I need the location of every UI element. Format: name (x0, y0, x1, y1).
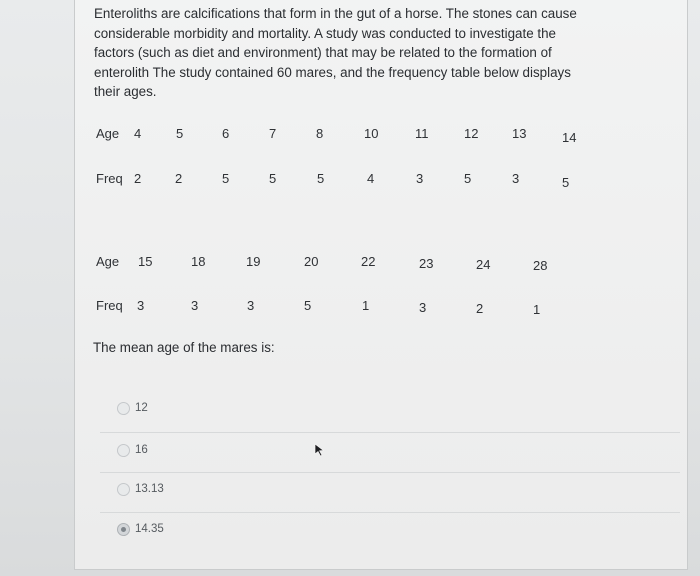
radio-button[interactable] (117, 483, 130, 496)
table1-age-cell: 8 (316, 126, 324, 141)
answer-option-13-13[interactable] (117, 479, 164, 499)
option-divider (100, 472, 680, 473)
table2-freq-cell: 1 (533, 302, 541, 317)
table2-age-cell: 20 (304, 254, 319, 269)
table1-freq-cell: 5 (222, 171, 230, 186)
table2-freq-row (0, 298, 700, 316)
table1-freq-cell: 3 (512, 171, 520, 186)
answer-option-12[interactable] (117, 398, 148, 418)
table2-freq-cell: 3 (137, 298, 145, 313)
table1-age-cell: 7 (269, 126, 277, 141)
table1-age-cell: 5 (176, 126, 184, 141)
table2-age-cell: 15 (138, 254, 153, 269)
table2-freq-cell: 2 (476, 301, 484, 316)
table1-freq-cell: 5 (464, 171, 472, 186)
option-label: 12 (135, 402, 148, 414)
table1-age-cell: 12 (464, 126, 479, 141)
table2-freq-label: Freq (96, 298, 123, 313)
table1-freq-cell: 2 (134, 171, 142, 186)
table2-age-cell: 28 (533, 258, 548, 273)
table1-age-cell: 6 (222, 126, 230, 141)
radio-button[interactable] (117, 444, 130, 457)
table2-age-cell: 23 (419, 256, 434, 271)
table2-freq-cell: 5 (304, 298, 312, 313)
option-label: 16 (135, 444, 148, 456)
table2-age-label: Age (96, 254, 120, 269)
question-text: Enteroliths are calcifications that form in the gut of a horse. The stones can cause considerable morbidity and mortality. A study was conducted to investigate the factors (such as diet and environment) that may be related to the formation of enterolith The study contained 60 mares, and the frequency table below displays their ages. (94, 6, 577, 99)
table1-freq-cell: 2 (175, 171, 183, 186)
table1-age-cell: 11 (415, 126, 429, 141)
option-divider (100, 512, 680, 513)
table2-freq-cell: 3 (247, 298, 255, 313)
table1-age-cell: 13 (512, 126, 527, 141)
table1-age-cell: 10 (364, 126, 379, 141)
option-divider (100, 432, 680, 433)
table1-age-cell: 4 (134, 126, 142, 141)
answer-option-16[interactable] (117, 440, 148, 460)
table2-freq-cell: 3 (191, 298, 199, 313)
option-label: 14.35 (135, 523, 164, 535)
table1-freq-label: Freq (96, 171, 123, 186)
table2-age-cell: 18 (191, 254, 206, 269)
radio-button-selected[interactable] (117, 523, 130, 536)
table1-freq-cell: 5 (562, 175, 570, 190)
table1-age-row (0, 126, 700, 144)
question-prompt: The mean age of the mares is: (93, 340, 275, 355)
table2-age-cell: 24 (476, 257, 491, 272)
table2-age-row (0, 254, 700, 272)
table2-age-cell: 19 (246, 254, 261, 269)
table1-freq-row (0, 171, 700, 189)
table2-age-cell: 22 (361, 254, 376, 269)
table1-age-label: Age (96, 126, 120, 141)
table2-freq-cell: 1 (362, 298, 370, 313)
table2-freq-cell: 3 (419, 300, 427, 315)
mouse-cursor-icon (314, 443, 326, 457)
table1-freq-cell: 4 (367, 171, 375, 186)
table1-age-cell: 14 (562, 130, 577, 145)
answer-option-14-35[interactable] (117, 519, 164, 539)
option-label: 13.13 (135, 483, 164, 495)
table1-freq-cell: 5 (269, 171, 277, 186)
table1-freq-cell: 3 (416, 171, 424, 186)
radio-button[interactable] (117, 402, 130, 415)
table1-freq-cell: 5 (317, 171, 325, 186)
